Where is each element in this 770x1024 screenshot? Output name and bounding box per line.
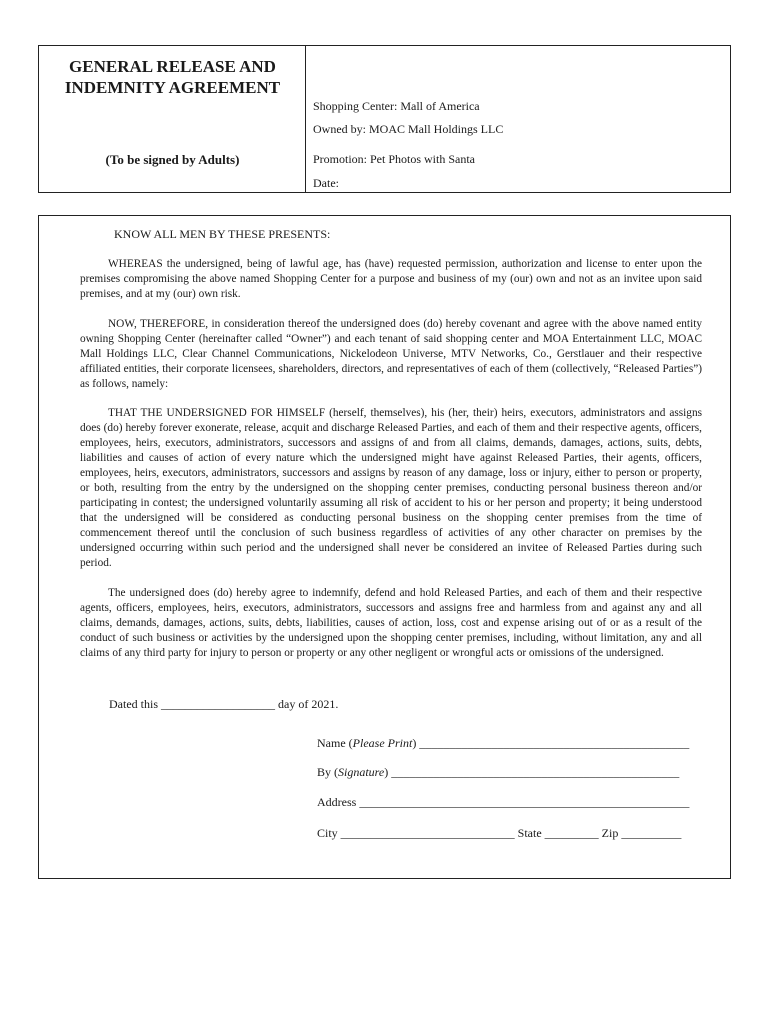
name-label-italic: Please Print: [352, 736, 413, 750]
intro-heading: KNOW ALL MEN BY THESE PRESENTS:: [114, 227, 331, 241]
header-box: [38, 45, 731, 193]
paragraph-release: THAT THE UNDERSIGNED FOR HIMSELF (herself, themselves), his (her, their) heirs, executors, administrators and assigns does (do) hereby forever exonerate, release, acquit and discharge Released Parties, and each of them and their respective agents, officers, employees, heirs, executors, administrators, successors and assigns of and from all claims, demands, damages, actions, suits, debts, liabilities and causes of action of every nature which the undersigned might have against Released Parties, their agents, officers, employees, heirs, executors, administrators, successors and assigns by reason of any damage, loss or injury, either to person or property, or both, resulting from the entry by the undersigned on the shopping center premises, conducting personal business thereon and/or participating in contest; the undersigned voluntarily assuming all risk of accident to his or her person and property; it being understood that the undersigned will be considered as conducting personal business on the shopping center premises from the time of commencement thereof until the conclusion of such business regardless of activities of any other character on premises by the undersigned occurring within such period and the undersigned shall never be considered an invitee of Released Parties during such period.: [80, 407, 702, 569]
name-field[interactable]: [317, 736, 689, 751]
header-title-cell: [39, 46, 306, 192]
name-line: ) _____________________________________________: [412, 736, 690, 750]
paragraph-now-therefore: NOW, THEREFORE, in consideration thereof the undersigned does (do) hereby covenant and agree with the above named entity owning Shopping Center (hereinafter called “Owner”) and each tenant of said shopping center and MOA Entertainment LLC, MOAC Mall Holdings LLC, Clear Channel Communications, Nickelodeon Universe, MTV Networks, Co., Gerstlauer and their respective affiliated entities, their corporate licensees, shareholders, directors, and representatives of each of them (collectively, “Released Parties”) as follows, namely:: [80, 318, 702, 390]
paragraph-indemnify: The undersigned does (do) hereby agree to indemnify, defend and hold Released Parties, and each of them and their respective agents, officers, employees, heirs, executors, administrators, successors and assigns free and harmless from and against any and all claims, demands, damages, actions, suits, debts, liabilities, causes of action, loss, cost and expense arising out of or as a result of the conduct of such business or activities by the undersigned upon the shopping center premises, including, without limitation, any and all claims of any third party for injury to person or property or any other negligent or wrongful acts or omissions of the undersigned.: [80, 587, 702, 659]
by-line: ) ________________________________________________: [384, 765, 680, 779]
promotion-field: Promotion: Pet Photos with Santa: [313, 152, 476, 166]
signed-by-note: (To be signed by Adults): [105, 152, 240, 167]
owned-by-field: Owned by: MOAC Mall Holdings LLC: [313, 122, 504, 136]
document-title: GENERAL RELEASE AND INDEMNITY AGREEMENT: [64, 57, 281, 97]
agreement-body: [38, 215, 731, 879]
signature-field[interactable]: [317, 765, 679, 780]
city-state-zip-field[interactable]: City _____________________________ State _________ Zip __________: [317, 826, 682, 840]
address-field[interactable]: Address _______________________________________________________: [317, 795, 690, 809]
by-label-italic: Signature: [338, 765, 385, 779]
name-label-prefix: Name (: [317, 736, 353, 750]
by-label-prefix: By (: [317, 765, 338, 779]
paragraph-whereas: WHEREAS the undersigned, being of lawful age, has (have) requested permission, authorization and license to enter upon the premises compromising the above named Shopping Center for a purpose and business of my (our) own and not as an invitee upon said premises, and at my (our) own risk.: [80, 258, 702, 300]
shopping-center-field: Shopping Center: Mall of America: [313, 99, 480, 113]
date-field[interactable]: Date:: [313, 176, 339, 190]
dated-line[interactable]: Dated this ___________________ day of 2021.: [109, 697, 339, 711]
